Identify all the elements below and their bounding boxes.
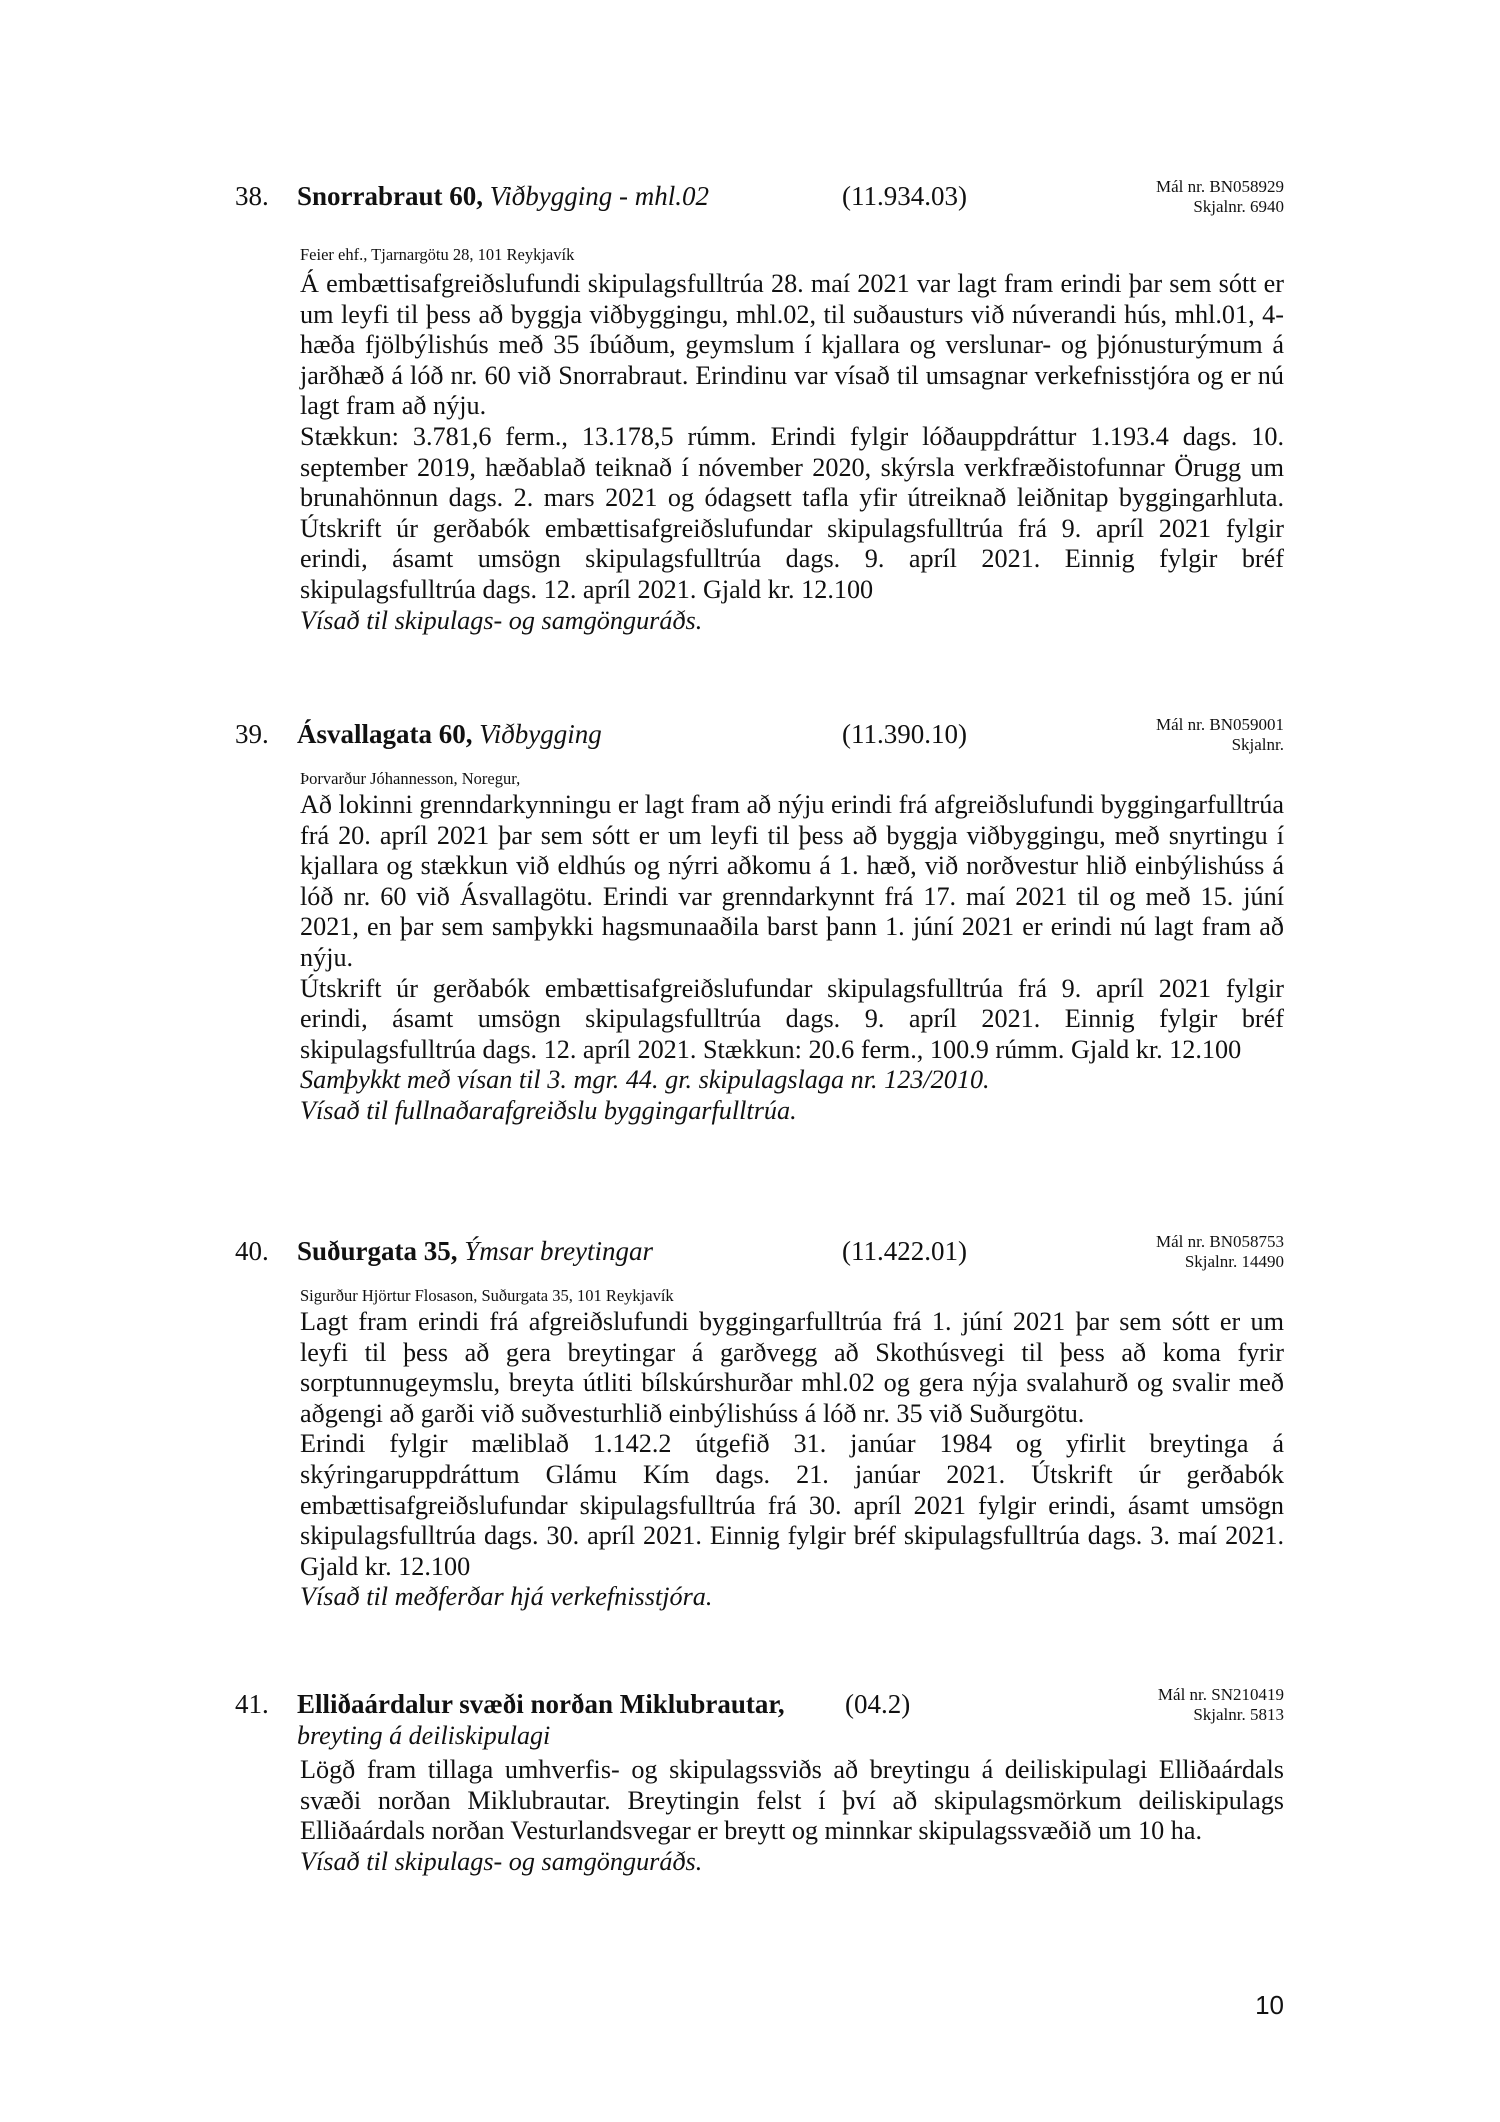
page-number: 10 (1255, 1990, 1284, 2020)
file-number: Skjalnr. (1231, 735, 1284, 754)
subject: Ýmsar breytingar (464, 1236, 654, 1266)
case-number: Mál nr. SN210419 (1157, 1685, 1284, 1704)
case-number: Mál nr. BN059001 (1156, 715, 1284, 734)
item-number: 39. (235, 719, 269, 749)
applicant: Feier ehf., Tjarnargötu 28, 101 Reykjavík (300, 245, 575, 264)
subject: Viðbygging - mhl.02 (489, 181, 709, 211)
decision: Vísað til fullnaðarafgreiðslu byggingarfulltrúa. (300, 1095, 797, 1125)
subject: breyting á deiliskipulagi (297, 1721, 551, 1750)
property-code: (11.390.10) (842, 719, 967, 749)
paragraph: Stækkun: 3.781,6 ferm., 13.178,5 rúmm. Erindi fylgir lóðauppdráttur 1.193.4 dags. 10. september 2019, hæðablað teiknað í nóvember 2020, skýrsla verkfræðistofunnar Örugg um brunahönnun dags. 2. mars 2021 og ódagsett tafla yfir útreiknað leiðnitap byggingarhluta. Útskrift úr gerðabók embættisafgreiðslufundar skipulagsfulltrúa frá 9. apríl 2021 fylgir erindi, ásamt umsögn skipulagsfulltrúa dags. 9. apríl 2021. Einnig fylgir bréf skipulagsfulltrúa dags. 12. apríl 2021. Gjald kr. 12.100 (300, 421, 1284, 604)
case-reference (1156, 1232, 1284, 1272)
address: Elliðaárdalur svæði norðan Miklubrautar, (297, 1689, 785, 1719)
item-title (297, 1688, 785, 1720)
paragraph: Erindi fylgir mæliblað 1.142.2 útgefið 31. janúar 1984 og yfirlit breytinga á skýringaruppdráttum Glámu Kím dags. 21. janúar 2021. Útskrift úr gerðabók embættisafgreiðslufundar skipulagsfulltrúa frá 30. apríl 2021 fylgir erindi, ásamt umsögn skipulagsfulltrúa dags. 30. apríl 2021. Einnig fylgir bréf skipulagsfulltrúa dags. 3. maí 2021. Gjald kr. 12.100 (300, 1429, 1284, 1581)
file-number: Skjalnr. 14490 (1184, 1252, 1284, 1271)
item-title (297, 1235, 653, 1267)
item-body (300, 269, 1284, 636)
property-code: (11.422.01) (842, 1236, 967, 1266)
decision: Vísað til skipulags- og samgönguráðs. (300, 605, 703, 635)
item-body (300, 790, 1284, 1127)
case-number: Mál nr. BN058929 (1156, 177, 1284, 196)
item-number: 40. (235, 1236, 269, 1266)
item-body (300, 1755, 1284, 1877)
address: Snorrabraut 60, (297, 181, 484, 211)
paragraph: Að lokinni grenndarkynningu er lagt fram að nýju erindi frá afgreiðslufundi byggingarfulltrúa frá 20. apríl 2021 þar sem sótt er um leyfi til þess að byggja viðbyggingu, með snyrtingu í kjallara og stækkun við eldhús og nýrri aðkomu á 1. hæð, við norðvestur hlið einbýlishúss á lóð nr. 60 við Ásvallagötu. Erindi var grenndarkynnt frá 17. maí 2021 til og með 15. júní 2021, en þar sem samþykki hagsmunaaðila barst þann 1. júní 2021 er erindi nú lagt fram að nýju. (300, 790, 1284, 972)
decision: Vísað til meðferðar hjá verkefnisstjóra. (300, 1582, 713, 1612)
paragraph: Lagt fram erindi frá afgreiðslufundi byggingarfulltrúa frá 1. júní 2021 þar sem sótt er um leyfi til þess að gera breytingar á garðvegg að Skothúsvegi til þess að koma fyrir sorptunnugeymslu, breyta útliti bílskúrshurðar mhl.02 og gera nýja svalahurð og svalir með aðgengi að garði við suðvesturhlið einbýlishúss á lóð nr. 35 við Suðurgötu. (300, 1307, 1284, 1428)
item-number: 41. (235, 1689, 269, 1719)
decision: Samþykkt með vísan til 3. mgr. 44. gr. skipulagslaga nr. 123/2010. (300, 1065, 990, 1095)
address: Suðurgata 35, (297, 1236, 458, 1266)
case-reference (1158, 1685, 1284, 1725)
address: Ásvallagata 60, (297, 719, 473, 749)
decision: Vísað til skipulags- og samgönguráðs. (300, 1846, 703, 1876)
item-title (297, 180, 709, 212)
applicant: Sigurður Hjörtur Flosason, Suðurgata 35, 101 Reykjavík (300, 1286, 674, 1305)
item-body (300, 1307, 1284, 1613)
item-number: 38. (235, 181, 269, 211)
case-number: Mál nr. BN058753 (1156, 1232, 1284, 1251)
subject: Viðbygging (479, 719, 602, 749)
paragraph: Útskrift úr gerðabók embættisafgreiðslufundar skipulagsfulltrúa frá 9. apríl 2021 fylgir erindi, ásamt umsögn skipulagsfulltrúa dags. 9. apríl 2021. Einnig fylgir bréf skipulagsfulltrúa dags. 12. apríl 2021. Stækkun: 20.6 ferm., 100.9 rúmm. Gjald kr. 12.100 (300, 973, 1284, 1064)
case-reference (1156, 177, 1284, 217)
property-code: (11.934.03) (842, 181, 967, 211)
paragraph: Lögð fram tillaga umhverfis- og skipulagssviðs að breytingu á deiliskipulagi Elliðaárdals svæði norðan Miklubrautar. Breytingin felst í því að skipulagsmörkum deiliskipulags Elliðaárdals norðan Vesturlandsvegar er breytt og minnkar skipulagssvæðið um 10 ha. (300, 1755, 1284, 1846)
paragraph: Á embættisafgreiðslufundi skipulagsfulltrúa 28. maí 2021 var lagt fram erindi þar sem sótt er um leyfi til þess að byggja viðbyggingu, mhl.02, til suðausturs við núverandi hús, mhl.01, 4-hæða fjölbýlishús með 35 íbúðum, geymslum í kjallara og verslunar- og þjónusturýmum á jarðhæð á lóð nr. 60 við Snorrabraut. Erindinu var vísað til umsagnar verkefnisstjóra og er nú lagt fram að nýju. (300, 269, 1284, 421)
file-number: Skjalnr. 6940 (1193, 197, 1284, 216)
property-code: (04.2) (845, 1689, 911, 1719)
item-title (297, 718, 602, 750)
applicant: Þorvarður Jóhannesson, Noregur, (300, 769, 521, 788)
file-number: Skjalnr. 5813 (1193, 1705, 1284, 1724)
case-reference (1156, 715, 1284, 755)
